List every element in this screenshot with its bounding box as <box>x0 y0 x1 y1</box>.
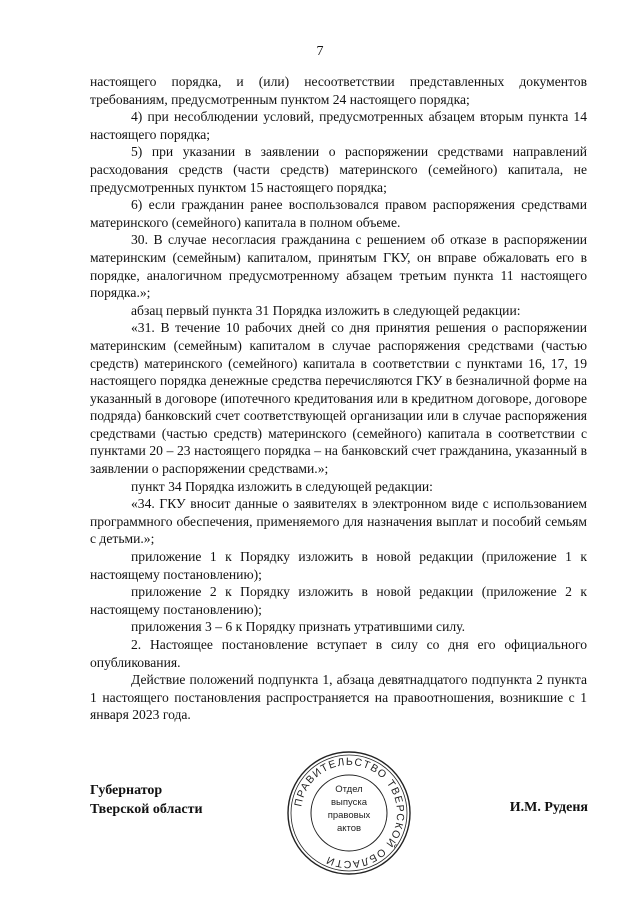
paragraph: приложение 1 к Порядку изложить в новой редакции (приложение 1 к настоящему постановлению); <box>90 549 587 582</box>
paragraph: «34. ГКУ вносит данные о заявителях в электронном виде с использованием программного обеспечения, применяемого для назначения выплат и пособий семьям с детьми.»; <box>90 496 587 547</box>
stamp-center-line: актов <box>336 823 362 834</box>
paragraph: 2. Настоящее постановление вступает в силу со дня его официального опубликования. <box>90 637 587 670</box>
paragraph: 5) при указании в заявлении о распоряжении средствами направлений расходования средств (части средств) материнского (семейного) капитала, не предусмотренных пунктом 15 настоящего порядка; <box>90 144 587 195</box>
stamp-center-line: Отдел <box>335 784 363 795</box>
paragraph: 4) при несоблюдении условий, предусмотренных абзацем вторым пункта 14 настоящего порядка; <box>90 109 587 142</box>
signature-title <box>90 781 203 819</box>
paragraph: абзац первый пункта 31 Порядка изложить в следующей редакции: <box>131 302 521 318</box>
paragraph: 6) если гражданин ранее воспользовался правом распоряжения средствами материнского (семейного) капитала в полном объеме. <box>90 197 587 230</box>
body-text <box>90 73 587 724</box>
paragraph: пункт 34 Порядка изложить в следующей редакции: <box>131 478 433 494</box>
stamp-ring-text: ПРАВИТЕЛЬСТВО ТВЕРСКОЙ ОБЛАСТИ <box>292 755 407 871</box>
page-number: 7 <box>316 44 324 59</box>
official-stamp <box>284 748 414 878</box>
stamp-center-line: правовых <box>327 810 371 821</box>
paragraph: приложение 2 к Порядку изложить в новой редакции (приложение 2 к настоящему постановлению); <box>90 584 587 617</box>
paragraph: 30. В случае несогласия гражданина с решением об отказе в распоряжении материнским (семейным) капиталом, принятым ГКУ, он вправе обжаловать его в порядке, аналогичном предусмотренному абзацем третьим пункта 11 настоящего порядка.»; <box>90 232 587 301</box>
paragraph: приложения 3 – 6 к Порядку признать утратившими силу. <box>131 619 465 635</box>
paragraph: Действие положений подпункта 1, абзаца девятнадцатого подпункта 2 пункта 1 настоящего постановления распространяется на правоотношения, возникшие с 1 января 2023 года. <box>90 672 587 723</box>
stamp-center-line: выпуска <box>330 797 368 808</box>
signature-title-line2: Тверской области <box>90 802 203 817</box>
paragraph: «31. В течение 10 рабочих дней со дня принятия решения о распоряжении материнским (семейным) капиталом в случае распоряжения средствами (частью средств) материнского (семейного) капитала в соответствии с пунктами 16, 17, 19 настоящего порядка денежные средства перечисляются ГКУ в безналичной форме на указанный в договоре (ипотечного кредитования или в кредитном договоре, договоре подряда) банковский счет соответствующей организации или в случае распоряжения средствами (частью средств) материнского (семейного) капитала в соответствии с пунктами 20 – 23 настоящего порядка – на банковский счет гражданина, указанный в заявлении о распоряжении средствами.»; <box>90 320 587 477</box>
paragraph: настоящего порядка, и (или) несоответствии представленных документов требованиям, предусмотренным пунктом 24 настоящего порядка; <box>90 74 587 107</box>
signature-name: И.М. Руденя <box>509 800 588 815</box>
signature-title-line1: Губернатор <box>90 783 163 798</box>
